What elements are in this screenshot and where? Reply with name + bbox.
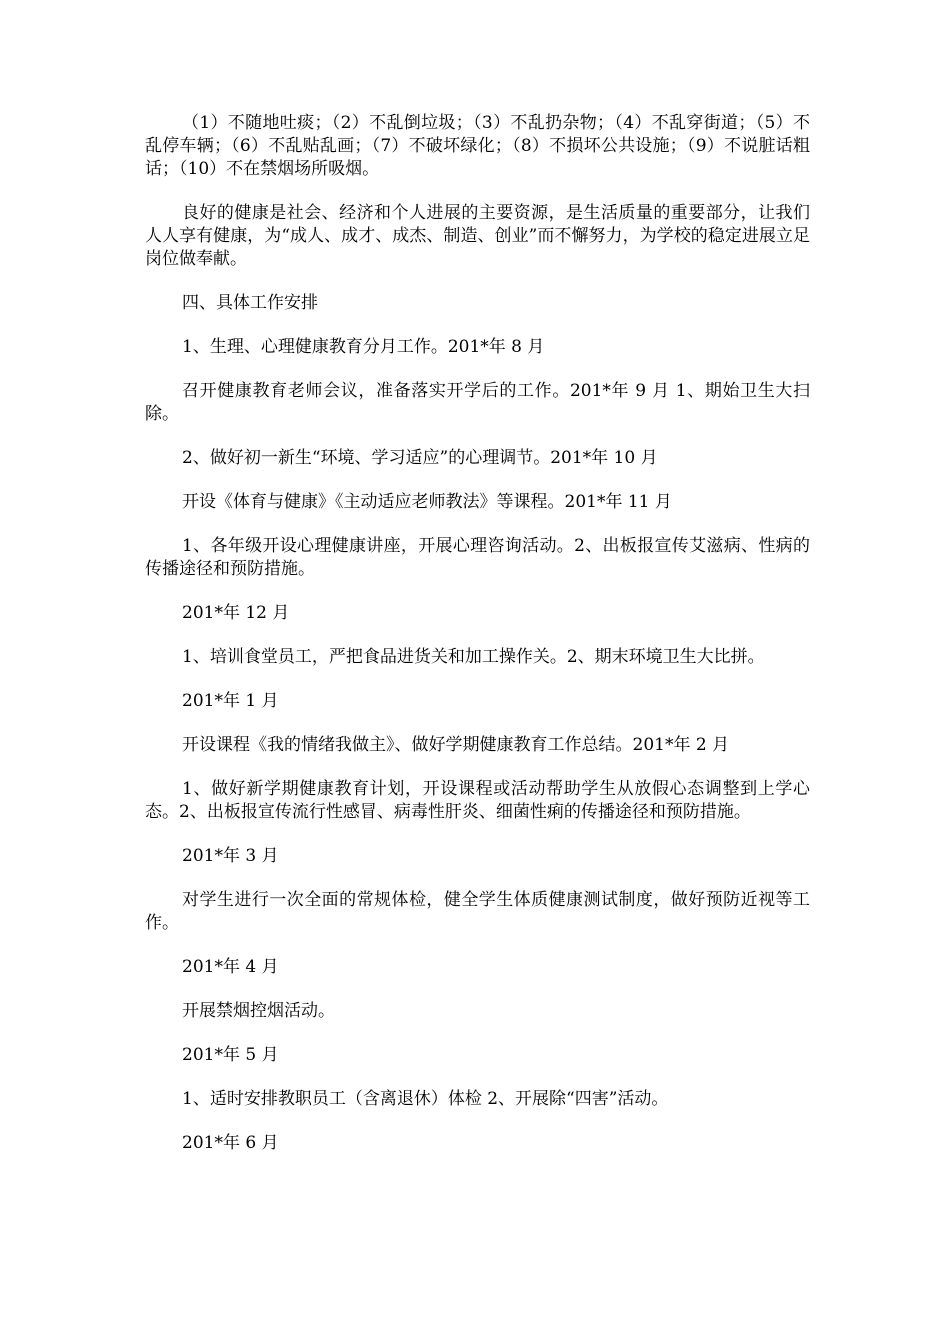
paragraph-august: 1、生理、心理健康教育分月工作。201*年 8 月 [182,337,545,357]
paragraph-december-activities: 1、培训食堂员工，严把食品进货关和加工操作关。2、期末环境卫生大比拼。 [182,647,765,667]
paragraph-health-importance: 良好的健康是社会、经济和个人进展的主要资源，是生活质量的重要部分，让我们人人享有健康，为“成人、成才、成杰、制造、创业”而不懈努力，为学校的稳定进展立足岗位做奉献。 [145,203,810,269]
paragraph-march-activities: 对学生进行一次全面的常规体检，健全学生体质健康测试制度，做好预防近视等工作。 [145,890,810,933]
document-page [145,112,810,1176]
paragraph-october: 2、做好初一新生“环境、学习适应”的心理调节。201*年 10 月 [182,448,658,468]
section-heading-work-plan: 四、具体工作安排 [182,293,318,313]
paragraph-may-activities: 1、适时安排教职员工（含离退休）体检 2、开展除“四害”活动。 [182,1089,669,1109]
month-heading-december: 201*年 12 月 [182,603,290,623]
paragraph-november-activities: 1、各年级开设心理健康讲座，开展心理咨询活动。2、出板报宣传艾滋病、性病的传播途径和预防措施。 [145,536,810,579]
paragraph-february-activities: 1、做好新学期健康教育计划，开设课程或活动帮助学生从放假心态调整到上学心态。2、出板报宣传流行性感冒、病毒性肝炎、细菌性痢的传播途径和预防措施。 [145,779,810,822]
paragraph-january-activities: 开设课程《我的情绪我做主》、做好学期健康教育工作总结。201*年 2 月 [182,735,730,755]
paragraph-civility-rules: （1）不随地吐痰；（2）不乱倒垃圾；（3）不乱扔杂物；（4）不乱穿街道；（5）不乱停车辆；（6）不乱贴乱画；（7）不破坏绿化；（8）不损坏公共设施；（9）不说脏话粗话；（10）不在禁烟场所吸烟。 [145,113,810,179]
paragraph-november: 开设《体育与健康》《主动适应老师教法》等课程。201*年 11 月 [182,492,672,512]
month-heading-march: 201*年 3 月 [182,846,279,866]
paragraph-april-activities: 开展禁烟控烟活动。 [182,1001,335,1021]
month-heading-april: 201*年 4 月 [182,957,279,977]
month-heading-january: 201*年 1 月 [182,691,279,711]
month-heading-may: 201*年 5 月 [182,1045,279,1065]
paragraph-september: 召开健康教育老师会议，准备落实开学后的工作。201*年 9 月 1、期始卫生大扫除。 [145,381,810,424]
month-heading-june: 201*年 6 月 [182,1133,279,1153]
